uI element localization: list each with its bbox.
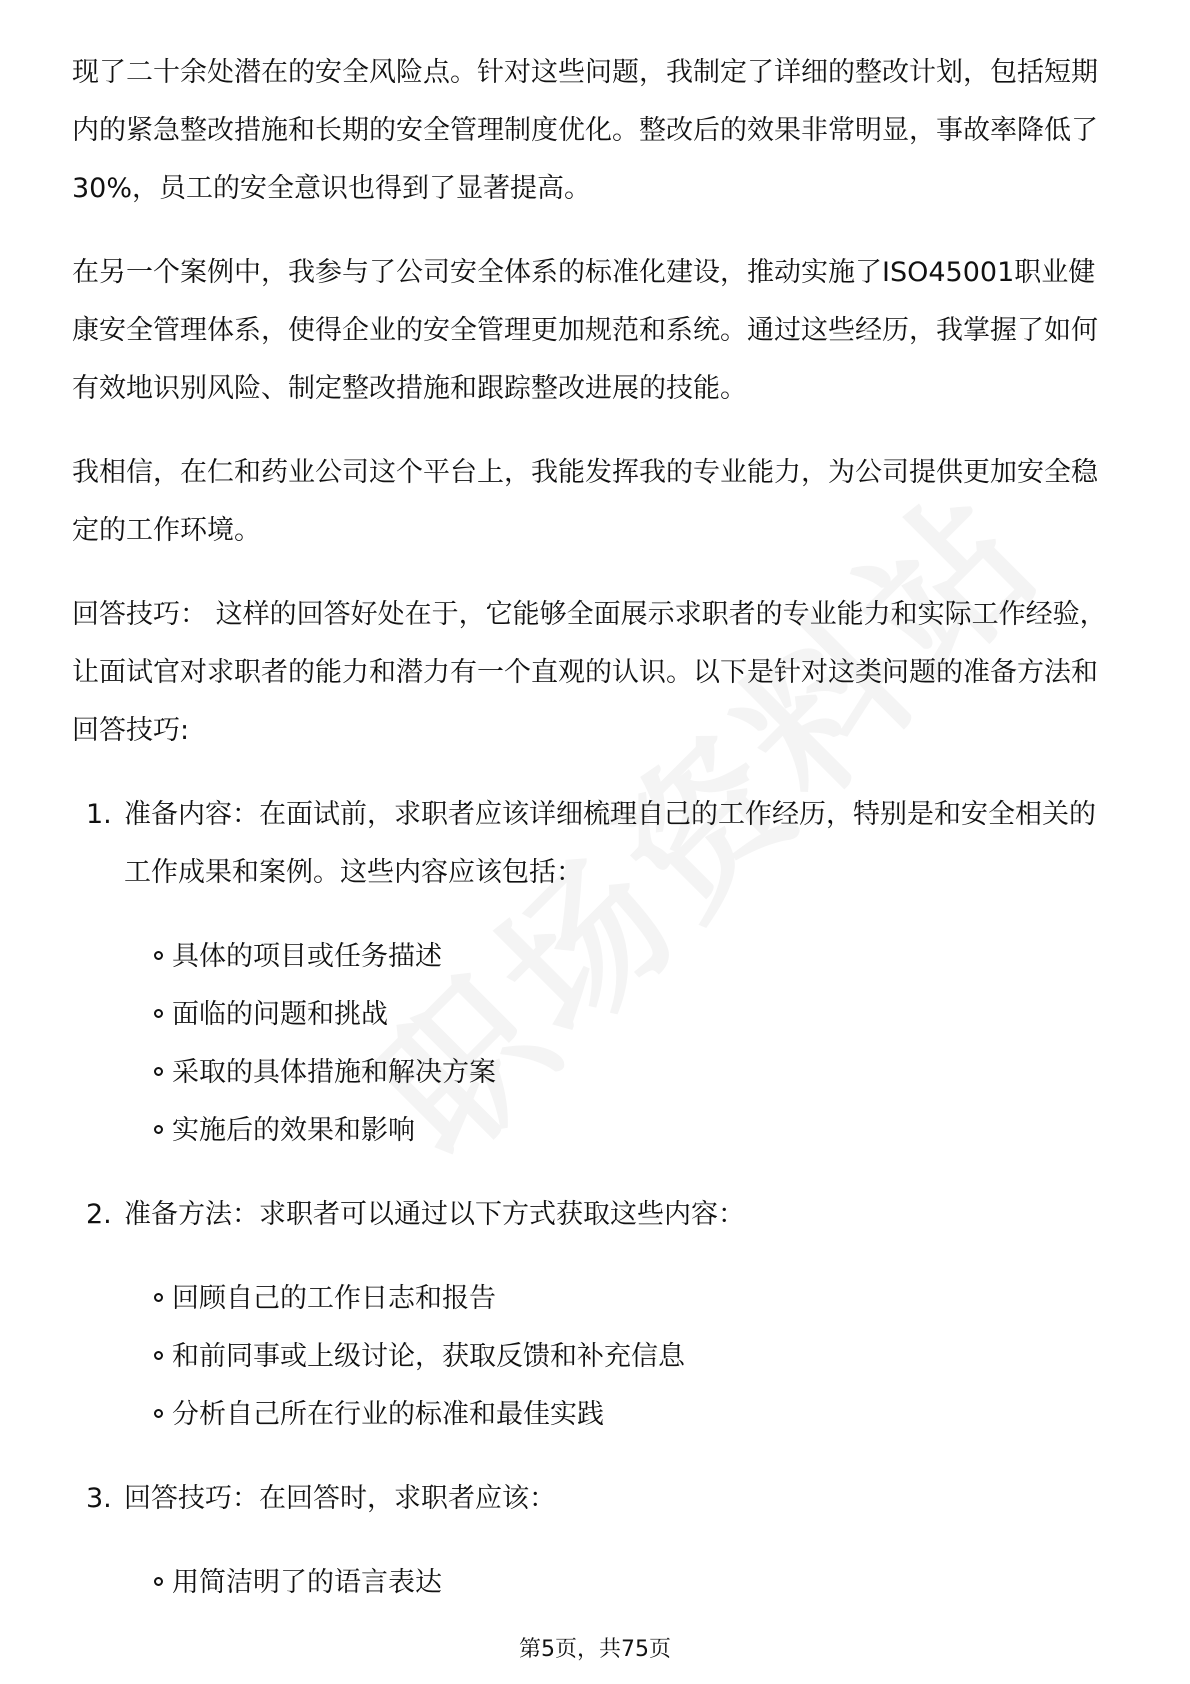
numbered-list <box>72 786 1122 1612</box>
page-number-footer: 第5页，共75页 <box>519 1637 671 1662</box>
bullet-text: 实施后的效果和影响 <box>172 1115 415 1146</box>
bullet-item <box>124 1270 1122 1328</box>
bullet-item <box>124 1554 1122 1612</box>
paragraph: 在另一个案例中，我参与了公司安全体系的标准化建设，推动实施了ISO45001职业健康安全管理体系，使得企业的安全管理更加规范和系统。通过这些经历，我掌握了如何有效地识别风险、制定整改措施和跟踪整改进展的技能。 <box>72 257 1098 404</box>
list-item <box>72 1470 1122 1612</box>
bullet-list <box>124 1270 1122 1444</box>
list-item-text: 准备方法：求职者可以通过以下方式获取这些内容： <box>124 1199 745 1230</box>
bullet-text: 回顾自己的工作日志和报告 <box>172 1283 496 1314</box>
bullet-text: 面临的问题和挑战 <box>172 999 388 1030</box>
bullet-icon <box>154 1293 163 1302</box>
bullet-icon <box>154 1067 163 1076</box>
list-number: 3. <box>86 1483 112 1514</box>
bullet-item <box>124 1328 1122 1386</box>
bullet-item <box>124 928 1122 986</box>
bullet-icon <box>154 951 163 960</box>
bullet-icon <box>154 1351 163 1360</box>
bullet-item <box>124 986 1122 1044</box>
bullet-icon <box>154 1577 163 1586</box>
bullet-text: 用简洁明了的语言表达 <box>172 1567 442 1598</box>
list-number: 1. <box>86 799 112 830</box>
paragraph: 现了二十余处潜在的安全风险点。针对这些问题，我制定了详细的整改计划，包括短期内的紧急整改措施和长期的安全管理制度优化。整改后的效果非常明显，事故率降低了30%，员工的安全意识也得到了显著提高。 <box>72 57 1098 204</box>
bullet-list <box>124 1554 1122 1612</box>
paragraph: 回答技巧： 这样的回答好处在于，它能够全面展示求职者的专业能力和实际工作经验，让面试官对求职者的能力和潜力有一个直观的认识。以下是针对这类问题的准备方法和回答技巧: <box>72 599 1107 746</box>
list-number: 2. <box>86 1199 112 1230</box>
list-item <box>72 1186 1122 1444</box>
bullet-text: 和前同事或上级讨论，获取反馈和补充信息 <box>172 1341 685 1372</box>
paragraph: 我相信，在仁和药业公司这个平台上，我能发挥我的专业能力，为公司提供更加安全稳定的工作环境。 <box>72 457 1098 546</box>
bullet-icon <box>154 1125 163 1134</box>
bullet-item <box>124 1044 1122 1102</box>
bullet-list <box>124 928 1122 1160</box>
document-body <box>72 44 1122 1638</box>
list-item <box>72 786 1122 1160</box>
bullet-icon <box>154 1409 163 1418</box>
bullet-text: 采取的具体措施和解决方案 <box>172 1057 496 1088</box>
bullet-text: 具体的项目或任务描述 <box>172 941 442 972</box>
bullet-item <box>124 1102 1122 1160</box>
bullet-item <box>124 1386 1122 1444</box>
list-item-text: 回答技巧：在回答时，求职者应该： <box>124 1483 556 1514</box>
bullet-text: 分析自己所在行业的标准和最佳实践 <box>172 1399 604 1430</box>
list-item-text: 准备内容：在面试前，求职者应该详细梳理自己的工作经历，特别是和安全相关的工作成果和案例。这些内容应该包括： <box>124 799 1096 888</box>
bullet-icon <box>154 1009 163 1018</box>
